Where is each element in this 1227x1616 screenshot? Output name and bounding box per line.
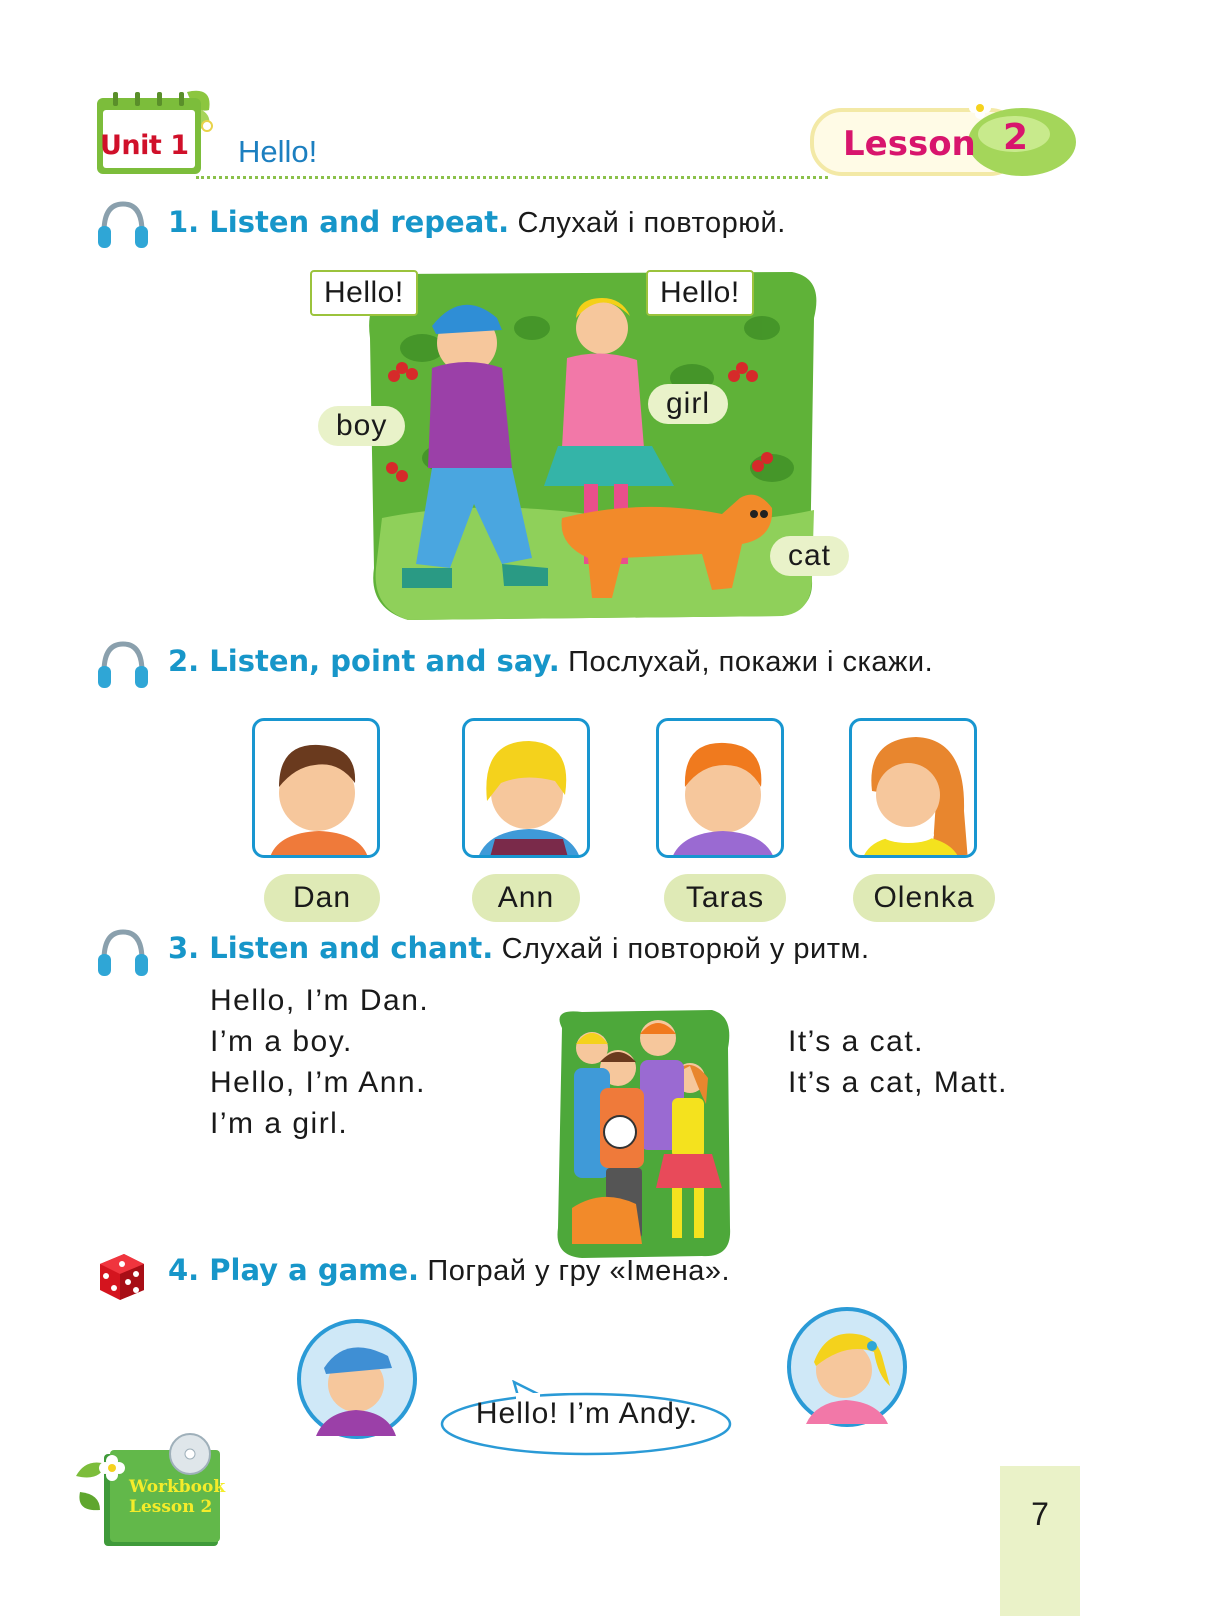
header-divider [196,176,828,179]
chant-line: It’s a cat, Matt. [788,1066,1009,1099]
exercise-3-title: 3. Listen and chant. [168,931,494,965]
lesson-label: Lesson [843,124,976,164]
exercise-4-title: 4. Play a game. [168,1253,420,1287]
page-number-box [1000,1466,1080,1616]
exercise-1-title: 1. Listen and repeat. [168,205,510,239]
headphones-icon[interactable] [96,638,150,692]
label-cat: cat [770,536,849,576]
workbook-lesson-label: Lesson 2 [129,1497,213,1517]
chant-line: I’m a boy. [210,1025,353,1058]
name-tag-dan: Dan [264,874,380,922]
kids-walking-illustration [362,268,827,623]
portrait-olenka[interactable] [849,718,977,858]
exercise-1-translation: Слухай і повторюй. [517,207,786,239]
lesson-number: 2 [1003,117,1029,158]
label-girl: girl [648,384,728,424]
exercise-3-heading [168,931,870,966]
avatar-girl[interactable] [786,1306,908,1428]
exercise-2-translation: Послухай, покажи і скажи. [568,646,934,678]
chant-line: It’s a cat. [788,1025,925,1058]
exercise-4-heading [168,1253,730,1288]
portrait-ann[interactable] [462,718,590,858]
portrait-dan[interactable] [252,718,380,858]
chant-line: Hello, I’m Ann. [210,1066,426,1099]
workbook-label: Workbook [129,1477,226,1497]
avatar-andy[interactable] [296,1318,418,1440]
name-tag-ann: Ann [472,874,580,922]
headphones-icon[interactable] [96,926,150,980]
dice-icon[interactable] [94,1248,148,1302]
chant-line: I’m a girl. [210,1107,349,1140]
headphones-icon[interactable] [96,198,150,252]
portrait-taras[interactable] [656,718,784,858]
exercise-2-title: 2. Listen, point and say. [168,644,560,678]
unit-title: Hello! [238,134,318,169]
name-tag-taras: Taras [664,874,786,922]
exercise-1-heading [168,205,786,240]
exercise-2-heading [168,644,933,679]
name-tag-olenka: Olenka [853,874,995,922]
page-number: 7 [1031,1496,1049,1532]
exercise-3-translation: Слухай і повторюй у ритм. [501,933,870,965]
unit-label: Unit 1 [100,130,189,161]
speech-text-andy: Hello! I’m Andy. [475,1397,699,1430]
speech-bubble-girl: Hello! [646,270,754,316]
speech-bubble-boy: Hello! [310,270,418,316]
exercise-4-translation: Пограй у гру «Імена». [427,1255,731,1287]
kids-group-illustration [552,1008,732,1260]
label-boy: boy [318,406,405,446]
chant-line: Hello, I’m Dan. [210,984,430,1017]
